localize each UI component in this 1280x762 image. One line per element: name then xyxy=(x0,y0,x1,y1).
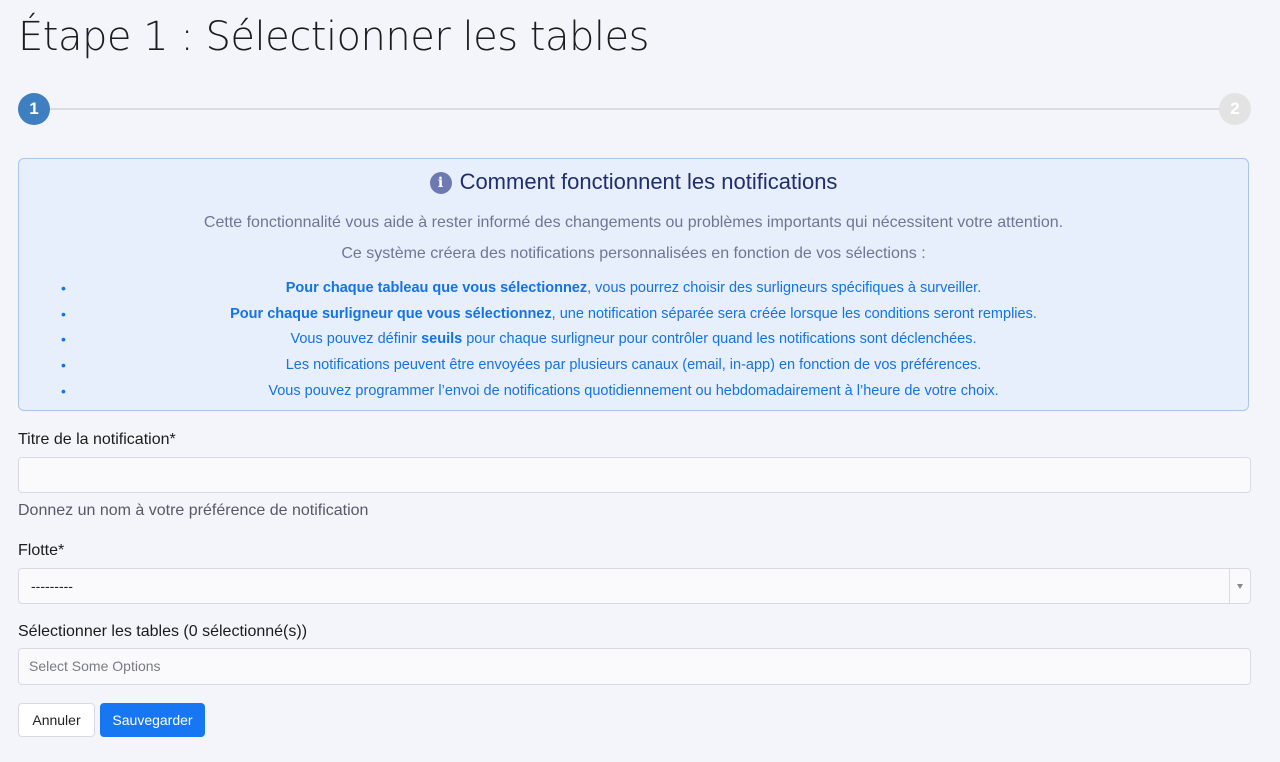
page-title: Étape 1 : Sélectionner les tables xyxy=(18,14,649,60)
tables-multiselect[interactable] xyxy=(18,648,1251,685)
step-1-indicator[interactable]: 1 xyxy=(18,93,50,125)
info-list-item xyxy=(19,276,1248,302)
fleet-select[interactable] xyxy=(18,568,1251,604)
notification-title-label: Titre de la notification* xyxy=(18,431,176,448)
info-box xyxy=(18,158,1249,411)
bullet-icon: • xyxy=(61,357,66,374)
info-intro: Ce système créera des notifications personnalisées en fonction de vos sélections : xyxy=(341,245,926,262)
info-item-text: , vous pourrez choisir des surligneurs spécifiques à surveiller. xyxy=(587,280,982,296)
info-item-text: , une notification séparée sera créée lorsque les conditions seront remplies. xyxy=(551,305,1037,322)
fleet-label: Flotte* xyxy=(18,542,65,559)
notification-title-help: Donnez un nom à votre préférence de notification xyxy=(18,502,369,519)
info-item-text-pre: Vous pouvez définir xyxy=(290,331,422,348)
info-item-text: Les notifications peuvent être envoyées par plusieurs canaux (email, in-app) en fonction de vos préférences. xyxy=(285,357,982,374)
fleet-select-toggle[interactable] xyxy=(1229,569,1250,603)
save-button[interactable]: Sauvegarder xyxy=(100,703,205,737)
info-item-bold: Pour chaque tableau que vous sélectionnez xyxy=(285,280,588,296)
chevron-down-icon xyxy=(1237,584,1243,589)
info-item-bold: Pour chaque surligneur que vous sélectionnez xyxy=(230,305,552,322)
info-description: Cette fonctionnalité vous aide à rester informé des changements ou problèmes importants qui nécessitent votre attention. xyxy=(203,214,1064,231)
stepper xyxy=(18,93,1251,125)
info-list-item xyxy=(19,379,1248,405)
info-list-item xyxy=(19,302,1248,328)
tables-multiselect-placeholder: Select Some Options xyxy=(29,658,161,674)
stepper-line xyxy=(34,108,1235,110)
info-list xyxy=(19,276,1248,404)
info-item-text: Vous pouvez programmer l’envoi de notifications quotidiennement ou hebdomadairement à l’heure de votre choix. xyxy=(268,382,999,399)
bullet-icon: • xyxy=(61,305,66,322)
bullet-icon: • xyxy=(61,382,66,399)
bullet-icon: • xyxy=(61,280,66,296)
info-circle-icon: i xyxy=(430,172,452,194)
notification-title-input[interactable] xyxy=(18,457,1251,493)
info-list-item xyxy=(19,327,1248,353)
cancel-button[interactable]: Annuler xyxy=(18,703,95,737)
info-list-item xyxy=(19,353,1248,379)
step-2-indicator[interactable]: 2 xyxy=(1219,93,1251,125)
info-heading-text: Comment fonctionnent les notifications xyxy=(459,169,838,194)
info-heading xyxy=(19,168,1248,196)
info-item-bold: seuils xyxy=(421,331,463,348)
tables-label: Sélectionner les tables (0 sélectionné(s)) xyxy=(18,623,308,640)
info-item-text: pour chaque surligneur pour contrôler quand les notifications sont déclenchées. xyxy=(462,331,977,348)
bullet-icon: • xyxy=(61,331,66,348)
fleet-select-value: --------- xyxy=(31,578,73,594)
